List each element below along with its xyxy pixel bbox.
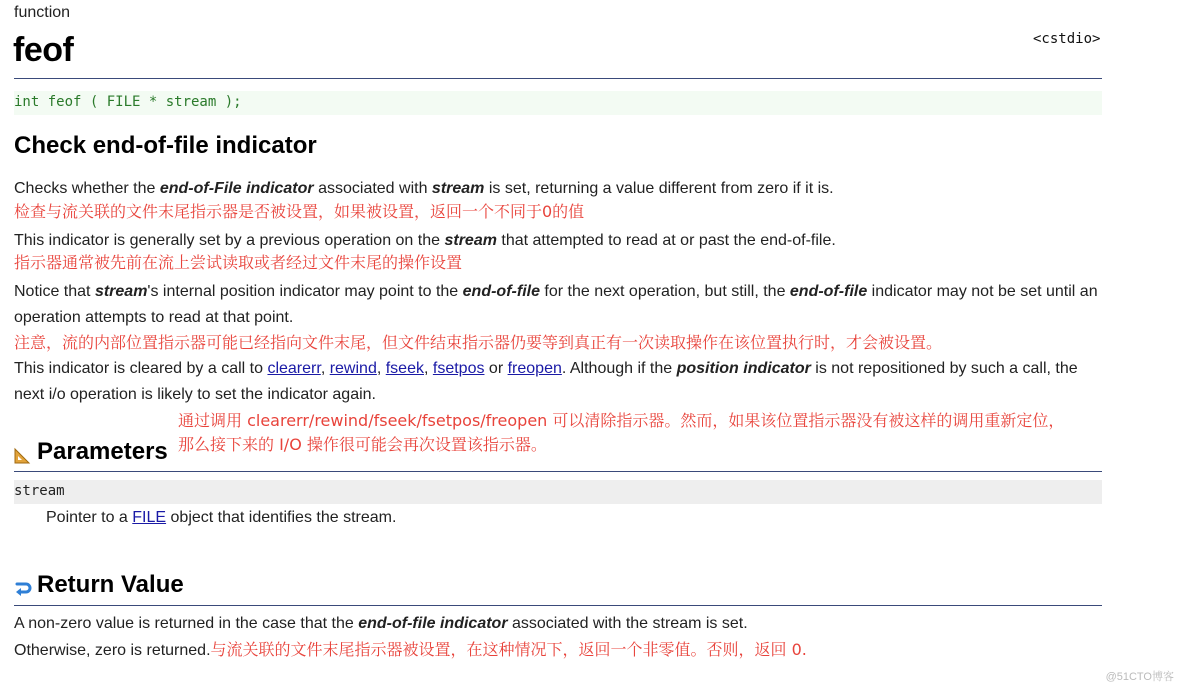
emphasis: end-of-file: [789, 283, 868, 300]
return-value-line-1: [14, 611, 1099, 637]
translation-note-4b: 那么接下来的 I/O 操作很可能会再次设置该指示器。: [178, 435, 547, 454]
link-fsetpos[interactable]: fsetpos: [432, 360, 485, 377]
text: A non-zero value is returned in the case that the: [14, 615, 359, 632]
header-file-label: <cstdio>: [1033, 31, 1101, 47]
summary-heading: Check end-of-file indicator: [14, 132, 317, 159]
description-paragraph-4: [14, 356, 1099, 408]
watermark: @51CTO博客: [1105, 671, 1174, 683]
text: associated with the stream is set.: [507, 615, 748, 632]
return-value-divider: [14, 605, 1102, 606]
parameter-name: stream: [14, 480, 1102, 504]
text: This indicator is cleared by a call to: [14, 360, 268, 377]
text: Otherwise, zero is returned.: [14, 642, 211, 659]
text: that attempted to read at or past the end-of-file.: [496, 232, 836, 249]
return-arrow-icon: [14, 576, 32, 594]
text: is set, returning a value different from zero if it is.: [484, 180, 834, 197]
text: for the next operation, but still, the: [539, 283, 790, 300]
set-square-icon: [14, 443, 32, 461]
link-freopen[interactable]: freopen: [507, 360, 562, 377]
entity-kind-label: function: [14, 4, 71, 21]
parameter-description: [46, 505, 1046, 531]
text: This indicator is generally set by a previous operation on the: [14, 232, 445, 249]
parameters-divider: [14, 471, 1102, 472]
separator: ,: [423, 360, 433, 377]
return-value-line-2: [14, 637, 1099, 664]
text: Checks whether the: [14, 180, 160, 197]
translation-note-4a: 通过调用 clearerr/rewind/fseek/fsetpos/freopen 可以清除指示器。然而，如果该位置指示器没有被这样的调用重新定位，: [178, 411, 1065, 430]
translation-note-2: 指示器通常被先前在流上尝试读取或者经过文件末尾的操作设置: [14, 253, 463, 272]
emphasis: stream: [431, 180, 485, 197]
emphasis: stream: [94, 283, 148, 300]
text: is not repositioned by such a call, the next i/o operation is likely to set the indicator again.: [14, 360, 1078, 403]
separator: ,: [320, 360, 330, 377]
text: associated with: [313, 180, 432, 197]
text: 's internal position indicator may point to the: [147, 283, 463, 300]
title-divider: [14, 78, 1102, 79]
translation-note-1: 检查与流关联的文件末尾指示器是否被设置，如果被设置，返回一个不同于0的值: [14, 202, 585, 221]
section-title: Parameters: [37, 438, 168, 465]
emphasis: end-of-file: [462, 283, 540, 300]
link-clearerr[interactable]: clearerr: [267, 360, 321, 377]
text: indicator may not be set until an operation attempts to read at that point.: [14, 283, 1098, 326]
emphasis: end-of-file indicator: [358, 615, 508, 632]
link-file[interactable]: FILE: [132, 509, 167, 526]
text: Notice that: [14, 283, 95, 300]
description-paragraph-3: [14, 279, 1099, 331]
return-value-heading: [14, 571, 184, 599]
function-prototype: int feof ( FILE * stream );: [14, 91, 1102, 115]
link-rewind[interactable]: rewind: [329, 360, 377, 377]
text: . Although if the: [561, 360, 677, 377]
emphasis: end-of-File indicator: [159, 180, 314, 197]
text: object that identifies the stream.: [166, 509, 397, 526]
separator: or: [484, 360, 508, 377]
page-title: feof: [13, 31, 74, 69]
parameters-heading: [14, 438, 168, 466]
translation-note-3: 注意，流的内部位置指示器可能已经指向文件末尾，但文件结束指示器仍要等到真正有一次读取操作在该位置执行时，才会被设置。: [14, 333, 943, 352]
translation-note-5: 与流关联的文件末尾指示器被设置，在这种情况下，返回一个非零值。否则，返回 0.: [210, 640, 807, 659]
link-fseek[interactable]: fseek: [385, 360, 424, 377]
emphasis: position indicator: [676, 360, 811, 377]
emphasis: stream: [444, 232, 497, 249]
section-title: Return Value: [37, 571, 184, 598]
separator: ,: [376, 360, 386, 377]
text: Pointer to a: [46, 509, 133, 526]
